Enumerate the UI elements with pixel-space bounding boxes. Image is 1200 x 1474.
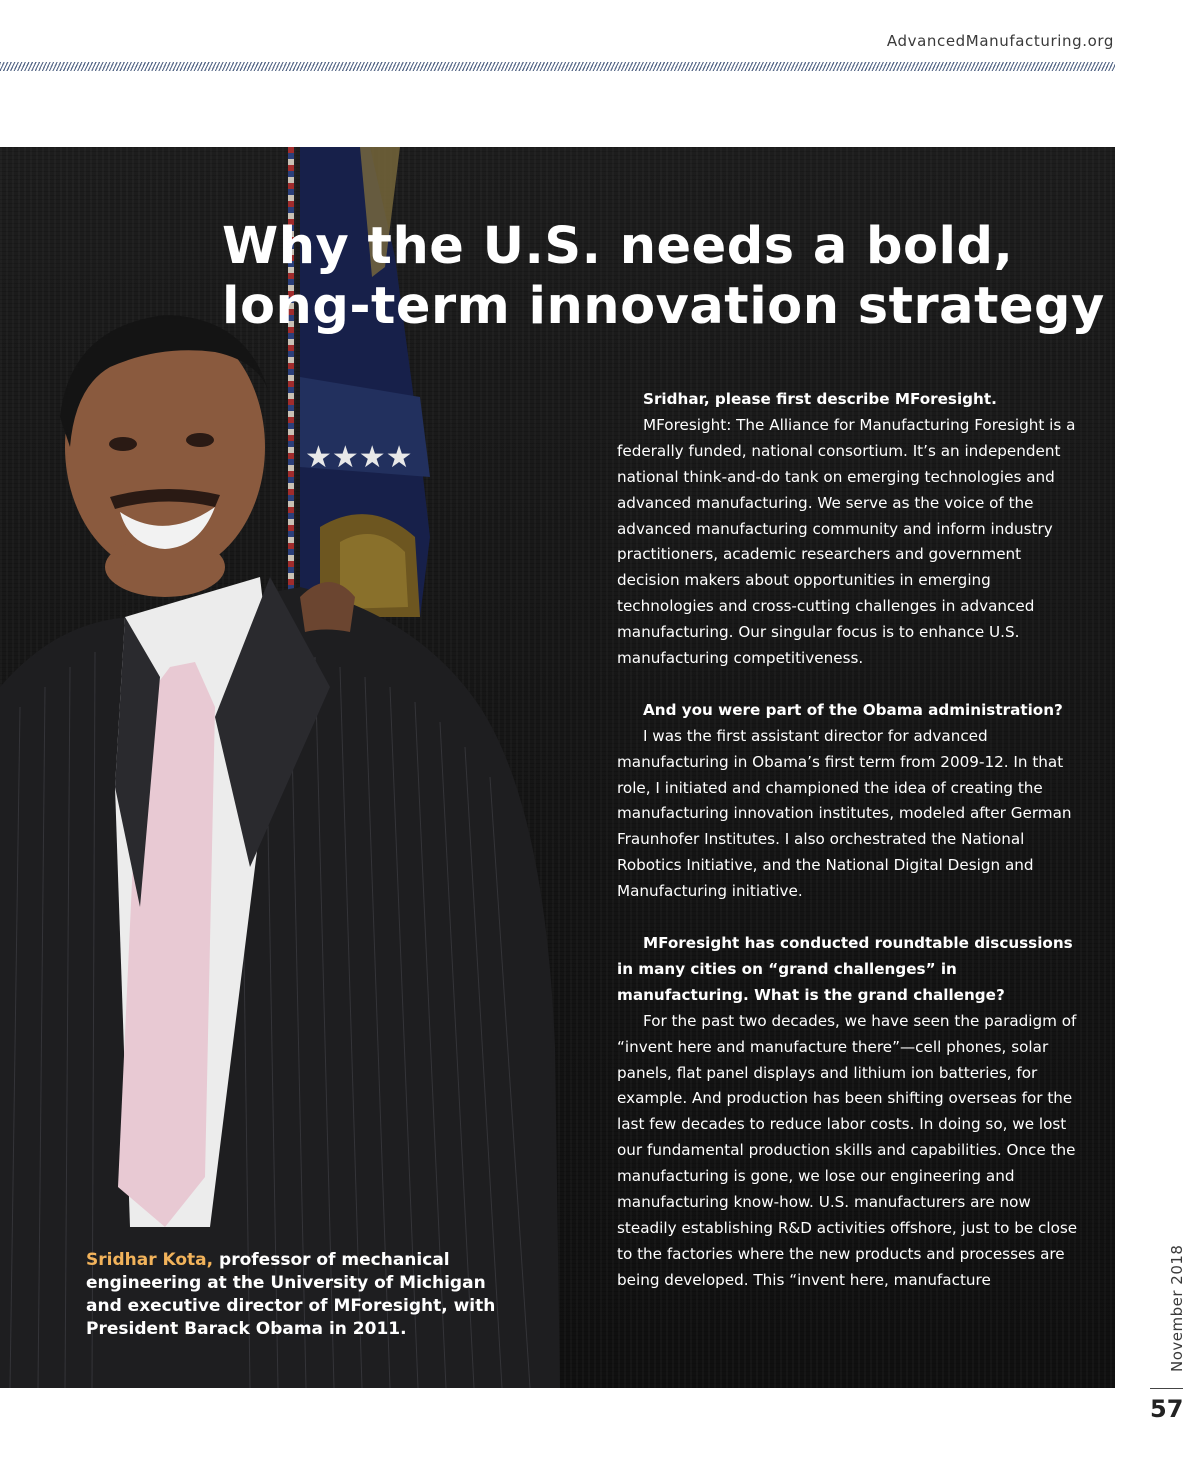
- article-body: [617, 387, 1087, 1294]
- svg-text:★★★★: ★★★★: [305, 440, 413, 475]
- interview-answer: MForesight: The Alliance for Manufacturing Foresight is a federally funded, national consortium. It’s an independent national think-and-do tank on emerging technologies and advanced manufacturing. We serve as the voice of the advanced manufacturing community and inform industry practitioners, academic researchers and government decision makers about opportunities in emerging technologies and cross-cutting challenges in advanced manufacturing. Our singular focus is to enhance U.S. manufacturing competitiveness.: [617, 415, 1076, 668]
- interview-answer: I was the first assistant director for advanced manufacturing in Obama’s first term from 2009-12. In that role, I initiated and championed the idea of creating the manufacturing innovation institutes, modeled after German Fraunhofer Institutes. I also orchestrated the National Robotics Initiative, and the National Digital Design and Manufacturing initiative.: [617, 726, 1072, 901]
- interview-question: And you were part of the Obama administration?: [643, 700, 1063, 719]
- page-number: 57: [1150, 1395, 1184, 1423]
- page-number-rule: [1150, 1388, 1183, 1389]
- headline-line-2: long-term innovation strategy: [222, 277, 1105, 336]
- issue-date: November 2018: [1168, 1244, 1186, 1372]
- article-headline: [222, 217, 1105, 337]
- interview-answer: For the past two decades, we have seen the paradigm of “invent here and manufacture there”—cell phones, solar panels, flat panel displays and lithium ion batteries, for example. And production has been shifting overseas for the last few decades to reduce labor costs. In doing so, we lost our fundamental production skills and capabilities. Once the manufacturing is gone, we lose our engineering and manufacturing know-how. U.S. manufacturers are now steadily establishing R&D activities offshore, just to be close to the factories where the new products and processes are being developed. This “invent here, manufacture: [617, 1011, 1078, 1289]
- interview-question: MForesight has conducted roundtable discussions in many cities on “grand challenges” in manufacturing. What is the grand challenge?: [617, 934, 1073, 1004]
- caption-name: Sridhar Kota,: [86, 1250, 214, 1270]
- caption-text: professor of mechanical engineering at the University of Michigan and executive director of MForesight, with President Barack Obama in 2011.: [86, 1250, 496, 1339]
- photo-caption: [86, 1249, 506, 1341]
- site-url: AdvancedManufacturing.org: [886, 32, 1114, 50]
- header-hatch-rule: [0, 62, 1115, 71]
- headline-line-1: Why the U.S. needs a bold,: [222, 217, 1014, 276]
- interview-question: Sridhar, please first describe MForesight.: [643, 390, 997, 408]
- hero-photo-panel: [0, 147, 1115, 1388]
